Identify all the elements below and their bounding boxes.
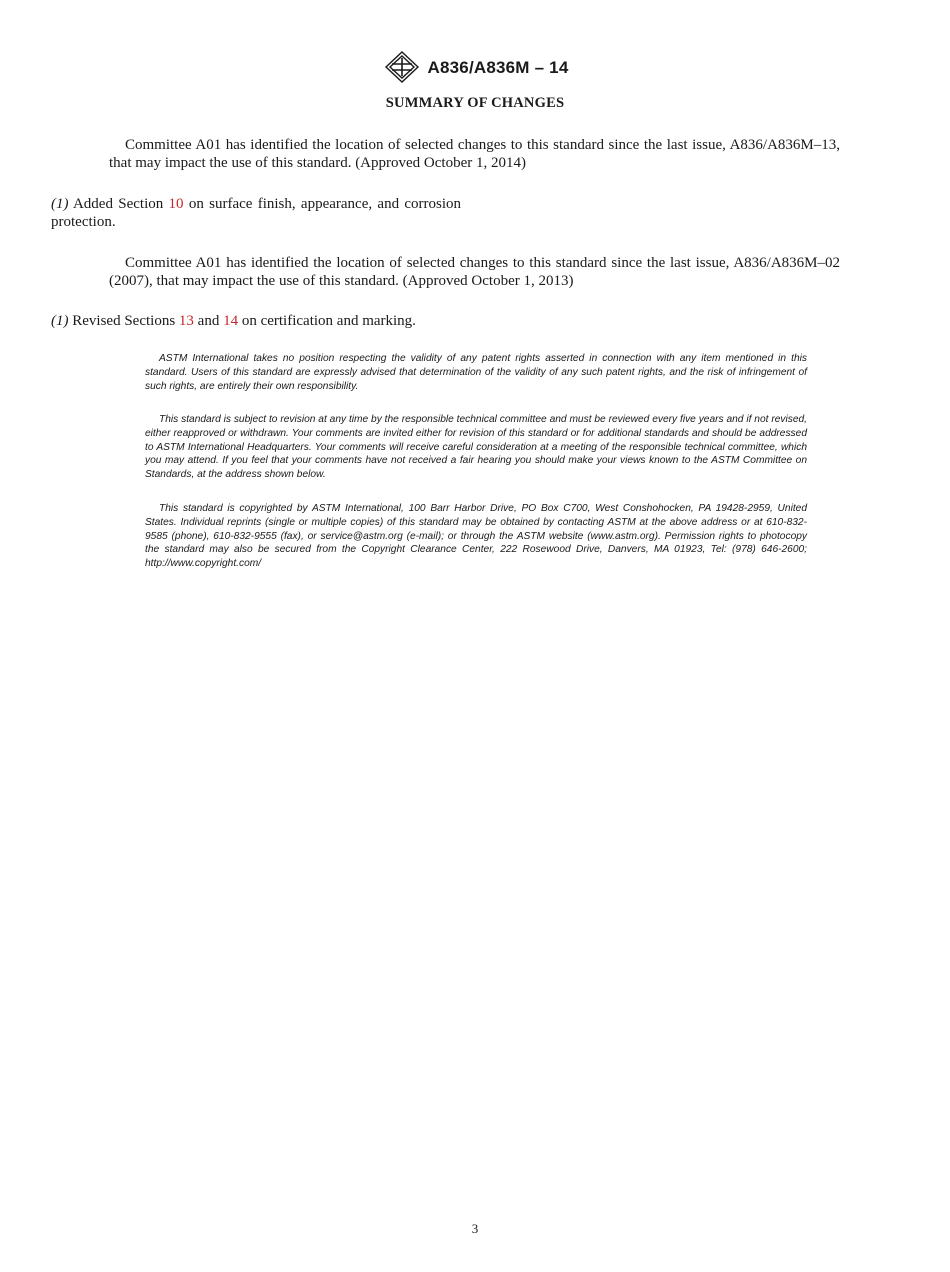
page-number: 3 [471, 1221, 479, 1236]
change-item-text: on surface finish, appearance, and corrosion protection. [51, 196, 462, 230]
document-code: A836/A836M – 14 [427, 58, 569, 77]
astm-logo-icon [382, 50, 422, 84]
section-link[interactable]: 13 [178, 313, 194, 329]
change-intro-paragraph: Committee A01 has identified the location of selected changes to this standard since the last issue, A836/A836M–02 (2007), that may impact the use of this standard. (Approved October 1, 2013) [109, 255, 840, 289]
change-item-text: and [197, 313, 220, 329]
change-item [51, 312, 851, 330]
change-item-text: Revised Sections [72, 313, 176, 329]
section-link[interactable]: 14 [223, 313, 239, 329]
document-header [0, 50, 950, 84]
copyright-notice: This standard is copyrighted by ASTM International, 100 Barr Harbor Drive, PO Box C700, West Conshohocken, PA 19428-2959, United States. Individual reprints (single or multiple copies) of this standard may be obtained by contacting ASTM at the above address or at 610-832-9585 (phone), 610-832-9555 (fax), or service@astm.org (e-mail); or through the ASTM website (www.astm.org). Permission rights to photocopy the standard may also be secured from the Copyright Clearance Center, 222 Rosewood Drive, Danvers, MA 01923, Tel: (978) 646-2600; http://www.copyright.com/ [145, 503, 807, 570]
change-intro-paragraph: Committee A01 has identified the location of selected changes to this standard since the last issue, A836/A836M–13, that may impact the use of this standard. (Approved October 1, 2014) [109, 137, 840, 171]
change-item-number: (1) [51, 196, 69, 212]
section-link[interactable]: 10 [168, 196, 184, 212]
revision-notice: This standard is subject to revision at any time by the responsible technical committee and must be reviewed every five years and if not revised, either reapproved or withdrawn. Your comments are invited either for revision of this standard or for additional standards and should be addressed to ASTM International Headquarters. Your comments will receive careful consideration at a meeting of the responsible technical committee, which you may attend. If you feel that your comments have not received a fair hearing you should make your views known to the ASTM Committee on Standards, at the address shown below. [145, 414, 807, 481]
change-item-number: (1) [51, 313, 69, 329]
change-item-text: Added Section [72, 196, 164, 212]
change-item [51, 195, 461, 231]
patent-notice: ASTM International takes no position respecting the validity of any patent rights asserted in connection with any item mentioned in this standard. Users of this standard are expressly advised that determination of the validity of any such patent rights, and the risk of infringement of such rights, are entirely their own responsibility. [145, 353, 807, 392]
change-item-text: on certification and marking. [241, 313, 416, 329]
summary-title: SUMMARY OF CHANGES [385, 95, 565, 111]
